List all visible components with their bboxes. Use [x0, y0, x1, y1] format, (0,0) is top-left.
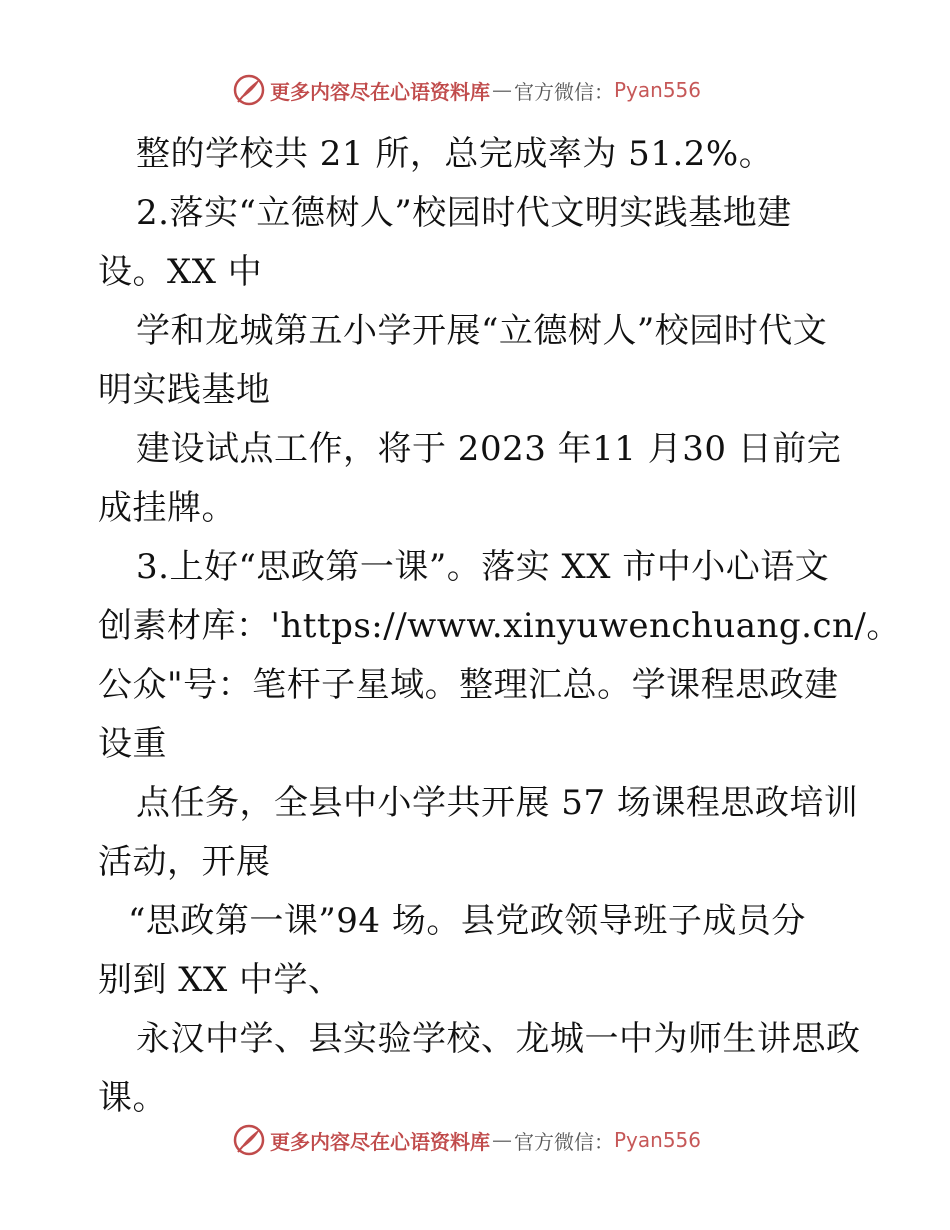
body-line: “思政第一课”94 场。县党政领导班子成员分 — [128, 901, 806, 941]
body-line: 创素材库：'https://www.xinyuwenchuang.cn/。 — [98, 606, 901, 646]
header-banner-text — [270, 76, 701, 105]
body-line: 永汉中学、县实验学校、龙城一中为师生讲思政 — [136, 1019, 861, 1059]
body-line: 成挂牌。 — [98, 488, 236, 528]
body-line: 设。XX 中 — [98, 252, 263, 292]
quill-pen-logo-icon — [232, 73, 266, 107]
footer-banner-wechat-id: Pyan556 — [614, 1128, 702, 1152]
body-line: 设重 — [98, 724, 167, 764]
header-banner-dash: — — [492, 78, 512, 102]
header-watermark-banner — [232, 70, 701, 110]
body-line: 明实践基地 — [98, 370, 271, 410]
header-banner-main-text: 更多内容尽在心语资料库 — [270, 79, 490, 104]
body-line: 2.落实“立德树人”校园时代文明实践基地建 — [136, 193, 792, 233]
footer-banner-label: 官方微信： — [514, 1129, 614, 1154]
body-line: 公众"号：笔杆子星域。整理汇总。学课程思政建 — [98, 665, 839, 705]
header-banner-wechat-id: Pyan556 — [614, 78, 702, 102]
body-line: 课。 — [98, 1078, 167, 1118]
body-line: 3.上好“思政第一课”。落实 XX 市中小心语文 — [136, 547, 830, 587]
footer-watermark-banner — [232, 1120, 701, 1160]
footer-banner-text — [270, 1126, 701, 1155]
body-line: 学和龙城第五小学开展“立德树人”校园时代文 — [136, 311, 828, 351]
footer-banner-dash: — — [492, 1128, 512, 1152]
quill-pen-logo-icon — [232, 1123, 266, 1157]
body-line: 点任务，全县中小学共开展 57 场课程思政培训 — [136, 783, 859, 823]
body-line: 整的学校共 21 所，总完成率为 51.2%。 — [136, 134, 774, 174]
footer-banner-main-text: 更多内容尽在心语资料库 — [270, 1129, 490, 1154]
body-line: 别到 XX 中学、 — [98, 960, 343, 1000]
header-banner-label: 官方微信： — [514, 79, 614, 104]
body-line: 活动，开展 — [98, 842, 271, 882]
body-line: 建设试点工作，将于 2023 年11 月30 日前完 — [136, 429, 842, 469]
document-body — [98, 125, 901, 1128]
